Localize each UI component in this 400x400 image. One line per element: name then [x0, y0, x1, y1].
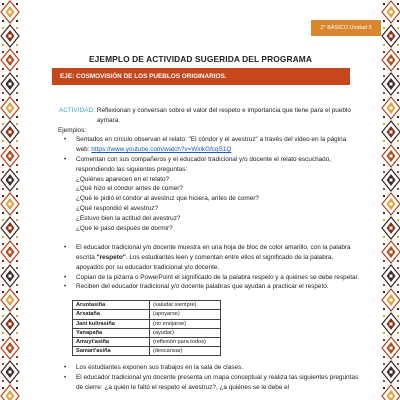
border-motif [382, 289, 400, 311]
border-motif [382, 313, 400, 335]
list-item [58, 243, 360, 272]
table-row [73, 337, 221, 346]
border-motif [382, 385, 400, 400]
bullet-text: El educador tradicional y/o docente presenta un mapa conceptual y realiza las siguientes preguntas de cierre: ¿a quién le faltó el respeto el avestruz?, ¿a quiénes se le debe el [76, 374, 359, 391]
border-motif [382, 145, 400, 167]
examples-label: Ejemplos: [58, 126, 87, 134]
border-motif [1, 217, 19, 239]
table-row [73, 310, 221, 319]
list-item [58, 135, 360, 155]
unit-badge: 2° BÁSICO Unidad 3 [311, 20, 381, 36]
term-meaning: (no enojarse) [150, 319, 221, 328]
border-motif [382, 1, 400, 23]
border-motif [1, 97, 19, 119]
page-title: EJEMPLO DE ACTIVIDAD SUGERIDA DEL PROGRAMA [88, 54, 313, 64]
bullet-text: Copian de la pizarra o PowerPoint el significado de la palabra respeto y a quiénes se debe respetar. [76, 273, 360, 281]
border-motif [1, 265, 19, 287]
activity-content [58, 106, 360, 393]
list-item [58, 155, 360, 233]
border-motif [382, 25, 400, 47]
aymara-term: Arxataña [73, 310, 150, 319]
examples-list [58, 135, 360, 292]
bullet-text: . Los estudiantes leen y comentan entre ellos el significado de la palabra, apoyados por su educador tradicional y/o docente. [76, 253, 334, 271]
bullet-text: Los estudiantes exponen sus trabajos en la sala de clases. [76, 364, 243, 372]
list-item [58, 363, 360, 373]
border-motif [382, 49, 400, 71]
term-meaning: (ayudar) [150, 328, 221, 337]
question-item: ¿Estuvo bien la actitud del avestruz? [76, 214, 181, 222]
border-motif [1, 121, 19, 143]
list-item [58, 373, 360, 393]
question-item: ¿Qué hizo el cóndor antes de comer? [76, 185, 183, 193]
border-motif [1, 145, 19, 167]
border-motif [1, 169, 19, 191]
table-row [73, 301, 221, 310]
aymara-pattern-right-icon [381, 0, 400, 400]
examples-list-continued [58, 363, 360, 392]
term-meaning: (apoyarse) [150, 310, 221, 319]
border-motif [382, 241, 400, 263]
bullet-bold-word: "respeto" [96, 253, 126, 261]
activity-line [58, 106, 360, 126]
video-link[interactable]: https://www.youtube.com/watch?v=WxlkGfcqS1Q [91, 146, 232, 154]
question-item: ¿Qué respondió el avestruz? [76, 204, 159, 212]
border-motif [1, 193, 19, 215]
border-motif [1, 25, 19, 47]
list-item [58, 273, 360, 283]
aymara-term: Jani kulirasiña [73, 319, 150, 328]
term-meaning: (descansar) [150, 347, 221, 356]
border-motif [382, 337, 400, 359]
aymara-term: Samart'asiña [73, 347, 150, 356]
border-motif [1, 49, 19, 71]
aymara-words-table [72, 300, 221, 356]
table-row [73, 319, 221, 328]
question-item: ¿Quiénes aparecen en el relato? [76, 175, 170, 183]
border-motif [382, 73, 400, 95]
border-motif [1, 73, 19, 95]
border-motif [1, 361, 19, 383]
border-motif [382, 121, 400, 143]
table-row [73, 328, 221, 337]
aymara-term: Yanapaña [73, 328, 150, 337]
bullet-text: El educador tradicional y/o docente muestra en una hoja de bloc de color amarillo, con la palabra escrita [76, 244, 351, 261]
term-meaning: (saludar siempre) [150, 301, 221, 310]
bullet-text: Sentados en círculo observan el relato: "El cóndor y el avestruz" a través del video en la página web: [76, 136, 347, 154]
question-item: ¿Qué le pidió el cóndor al avestruz que hiciera, antes de comer? [76, 195, 259, 203]
border-motif [382, 97, 400, 119]
bullet-text: Reciben del educador tradicional y/o docente palabras que ayudan a practicar el respeto. [76, 283, 329, 291]
list-item [58, 282, 360, 292]
border-motif [382, 193, 400, 215]
eje-banner: EJE: COSMOVISIÓN DE LOS PUEBLOS ORIGINARIOS. [52, 68, 350, 85]
aymara-term: Aruntasiña [73, 301, 150, 310]
border-motif [1, 241, 19, 263]
border-motif [1, 1, 19, 23]
border-motif [382, 169, 400, 191]
border-motif [1, 289, 19, 311]
border-motif [1, 385, 19, 400]
activity-text: Reflexionan y conversan sobre el valor del respeto e importancia que tiene para el pueblo aymara. [96, 107, 351, 124]
question-item: ¿Qué le pasó después de dormir? [76, 224, 173, 232]
aymara-term: Amuyt'asiña [73, 337, 150, 346]
bullet-text: Comentan con sus compañeros y el educador tradicional y/o docente el relato escuchado, respondiendo las siguientes preguntas: [76, 155, 332, 173]
border-motif [1, 337, 19, 359]
activity-label: ACTIVIDAD: [59, 107, 95, 114]
term-meaning: (reflexión para todos) [150, 337, 221, 346]
border-motif [1, 313, 19, 335]
border-motif [382, 217, 400, 239]
right-decorative-border [381, 0, 400, 400]
left-decorative-border [0, 0, 20, 400]
border-motif [382, 361, 400, 383]
table-row [73, 347, 221, 356]
border-motif [382, 265, 400, 287]
aymara-pattern-left-icon [0, 0, 20, 400]
